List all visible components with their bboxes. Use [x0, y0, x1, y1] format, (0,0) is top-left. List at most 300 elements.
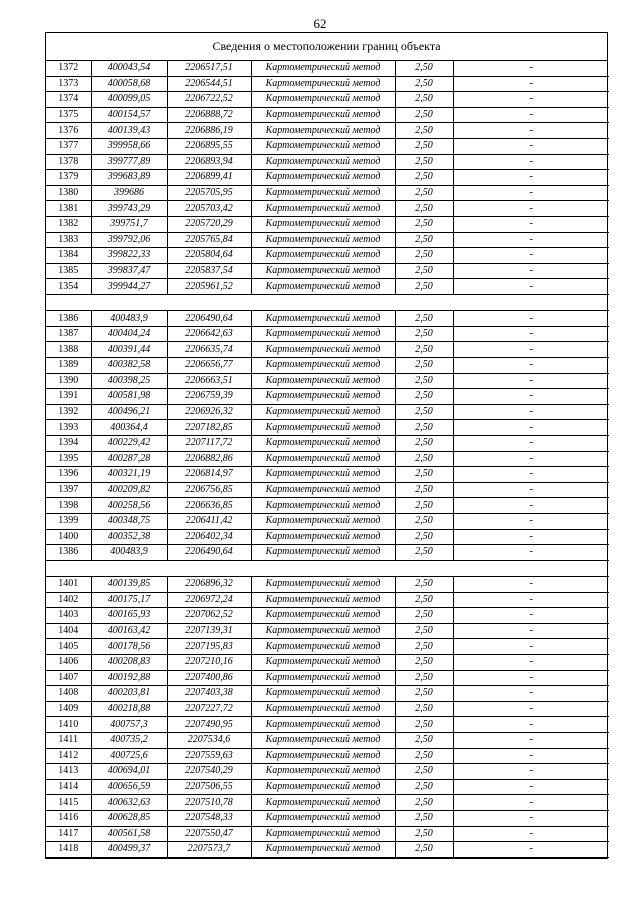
- accuracy-cell: 2,50: [395, 748, 453, 764]
- point-number-cell: 1403: [46, 608, 91, 624]
- y-coordinate-cell: 2207540,29: [167, 764, 251, 780]
- accuracy-cell: 2,50: [395, 498, 453, 514]
- y-coordinate-cell: 2206402,34: [167, 529, 251, 545]
- method-cell: Картометрический метод: [251, 592, 395, 608]
- table-row: [46, 842, 609, 858]
- x-coordinate-cell: 400165,93: [91, 608, 167, 624]
- description-cell: -: [453, 389, 609, 405]
- accuracy-cell: 2,50: [395, 389, 453, 405]
- accuracy-cell: 2,50: [395, 138, 453, 154]
- point-number-cell: 1397: [46, 482, 91, 498]
- y-coordinate-cell: 2207400,86: [167, 670, 251, 686]
- x-coordinate-cell: 400192,88: [91, 670, 167, 686]
- description-cell: -: [453, 170, 609, 186]
- description-cell: -: [453, 311, 609, 327]
- description-cell: -: [453, 435, 609, 451]
- y-coordinate-cell: 2207534,6: [167, 732, 251, 748]
- section-separator: [46, 294, 609, 310]
- table-row: [46, 577, 609, 593]
- accuracy-cell: 2,50: [395, 232, 453, 248]
- x-coordinate-cell: 400581,98: [91, 389, 167, 405]
- description-cell: -: [453, 248, 609, 264]
- x-coordinate-cell: 400628,85: [91, 810, 167, 826]
- method-cell: Картометрический метод: [251, 342, 395, 358]
- y-coordinate-cell: 2205705,95: [167, 185, 251, 201]
- accuracy-cell: 2,50: [395, 263, 453, 279]
- point-number-cell: 1409: [46, 701, 91, 717]
- method-cell: Картометрический метод: [251, 311, 395, 327]
- boundary-table-sheet: [45, 32, 608, 859]
- description-cell: -: [453, 654, 609, 670]
- table-title: Сведения о местоположении границ объекта: [46, 33, 607, 61]
- method-cell: Картометрический метод: [251, 451, 395, 467]
- table-row: [46, 717, 609, 733]
- point-number-cell: 1395: [46, 451, 91, 467]
- y-coordinate-cell: 2207506,55: [167, 779, 251, 795]
- x-coordinate-cell: 400632,63: [91, 795, 167, 811]
- accuracy-cell: 2,50: [395, 654, 453, 670]
- table-row: [46, 810, 609, 826]
- method-cell: Картометрический метод: [251, 263, 395, 279]
- accuracy-cell: 2,50: [395, 342, 453, 358]
- point-number-cell: 1386: [46, 311, 91, 327]
- y-coordinate-cell: 2207573,7: [167, 842, 251, 858]
- description-cell: -: [453, 748, 609, 764]
- x-coordinate-cell: 399837,47: [91, 263, 167, 279]
- description-cell: -: [453, 232, 609, 248]
- point-number-cell: 1382: [46, 216, 91, 232]
- x-coordinate-cell: 400258,56: [91, 498, 167, 514]
- description-cell: -: [453, 529, 609, 545]
- y-coordinate-cell: 2206814,97: [167, 467, 251, 483]
- table-row: [46, 764, 609, 780]
- x-coordinate-cell: 400656,59: [91, 779, 167, 795]
- method-cell: Картометрический метод: [251, 577, 395, 593]
- table-row: [46, 748, 609, 764]
- x-coordinate-cell: 399683,89: [91, 170, 167, 186]
- method-cell: Картометрический метод: [251, 138, 395, 154]
- point-number-cell: 1406: [46, 654, 91, 670]
- accuracy-cell: 2,50: [395, 686, 453, 702]
- y-coordinate-cell: 2207227,72: [167, 701, 251, 717]
- accuracy-cell: 2,50: [395, 76, 453, 92]
- point-number-cell: 1386: [46, 545, 91, 561]
- accuracy-cell: 2,50: [395, 608, 453, 624]
- table-row: [46, 467, 609, 483]
- table-row: [46, 185, 609, 201]
- description-cell: -: [453, 123, 609, 139]
- method-cell: Картометрический метод: [251, 467, 395, 483]
- y-coordinate-cell: 2206895,55: [167, 138, 251, 154]
- table-row: [46, 92, 609, 108]
- point-number-cell: 1393: [46, 420, 91, 436]
- table-row: [46, 795, 609, 811]
- accuracy-cell: 2,50: [395, 435, 453, 451]
- method-cell: Картометрический метод: [251, 545, 395, 561]
- y-coordinate-cell: 2205804,64: [167, 248, 251, 264]
- description-cell: -: [453, 92, 609, 108]
- y-coordinate-cell: 2207195,83: [167, 639, 251, 655]
- accuracy-cell: 2,50: [395, 779, 453, 795]
- description-cell: -: [453, 686, 609, 702]
- x-coordinate-cell: 400561,58: [91, 826, 167, 842]
- method-cell: Картометрический метод: [251, 357, 395, 373]
- x-coordinate-cell: 399944,27: [91, 279, 167, 295]
- page-number: 62: [313, 16, 327, 31]
- description-cell: -: [453, 279, 609, 295]
- section-separator: [46, 560, 609, 576]
- point-number-cell: 1381: [46, 201, 91, 217]
- method-cell: Картометрический метод: [251, 670, 395, 686]
- description-cell: -: [453, 357, 609, 373]
- description-cell: -: [453, 577, 609, 593]
- y-coordinate-cell: 2205703,42: [167, 201, 251, 217]
- method-cell: Картометрический метод: [251, 107, 395, 123]
- separator-cell: [46, 560, 609, 576]
- method-cell: Картометрический метод: [251, 248, 395, 264]
- description-cell: -: [453, 592, 609, 608]
- x-coordinate-cell: 400352,38: [91, 529, 167, 545]
- method-cell: Картометрический метод: [251, 389, 395, 405]
- accuracy-cell: 2,50: [395, 545, 453, 561]
- table-row: [46, 138, 609, 154]
- method-cell: Картометрический метод: [251, 810, 395, 826]
- point-number-cell: 1387: [46, 326, 91, 342]
- separator-cell: [46, 294, 609, 310]
- description-cell: -: [453, 216, 609, 232]
- point-number-cell: 1416: [46, 810, 91, 826]
- x-coordinate-cell: 399822,33: [91, 248, 167, 264]
- table-row: [46, 686, 609, 702]
- method-cell: Картометрический метод: [251, 232, 395, 248]
- y-coordinate-cell: 2206882,86: [167, 451, 251, 467]
- x-coordinate-cell: 400058,68: [91, 76, 167, 92]
- description-cell: -: [453, 61, 609, 76]
- accuracy-cell: 2,50: [395, 701, 453, 717]
- description-cell: -: [453, 201, 609, 217]
- y-coordinate-cell: 2206896,32: [167, 577, 251, 593]
- table-row: [46, 263, 609, 279]
- x-coordinate-cell: 400229,42: [91, 435, 167, 451]
- accuracy-cell: 2,50: [395, 107, 453, 123]
- y-coordinate-cell: 2207490,95: [167, 717, 251, 733]
- table-row: [46, 170, 609, 186]
- x-coordinate-cell: 400203,81: [91, 686, 167, 702]
- table-row: [46, 529, 609, 545]
- point-number-cell: 1400: [46, 529, 91, 545]
- table-row: [46, 201, 609, 217]
- point-number-cell: 1394: [46, 435, 91, 451]
- description-cell: -: [453, 342, 609, 358]
- accuracy-cell: 2,50: [395, 826, 453, 842]
- description-cell: -: [453, 826, 609, 842]
- table-row: [46, 357, 609, 373]
- table-row: [46, 779, 609, 795]
- method-cell: Картометрический метод: [251, 764, 395, 780]
- method-cell: Картометрический метод: [251, 717, 395, 733]
- accuracy-cell: 2,50: [395, 639, 453, 655]
- table-row: [46, 279, 609, 295]
- description-cell: -: [453, 717, 609, 733]
- table-row: [46, 232, 609, 248]
- x-coordinate-cell: 399777,89: [91, 154, 167, 170]
- y-coordinate-cell: 2206411,42: [167, 513, 251, 529]
- accuracy-cell: 2,50: [395, 795, 453, 811]
- x-coordinate-cell: 400163,42: [91, 623, 167, 639]
- y-coordinate-cell: 2207510,78: [167, 795, 251, 811]
- accuracy-cell: 2,50: [395, 451, 453, 467]
- x-coordinate-cell: 400043,54: [91, 61, 167, 76]
- accuracy-cell: 2,50: [395, 810, 453, 826]
- description-cell: -: [453, 404, 609, 420]
- point-number-cell: 1399: [46, 513, 91, 529]
- accuracy-cell: 2,50: [395, 670, 453, 686]
- x-coordinate-cell: 400757,3: [91, 717, 167, 733]
- x-coordinate-cell: 400218,88: [91, 701, 167, 717]
- y-coordinate-cell: 2206759,39: [167, 389, 251, 405]
- accuracy-cell: 2,50: [395, 326, 453, 342]
- x-coordinate-cell: 400496,21: [91, 404, 167, 420]
- point-number-cell: 1407: [46, 670, 91, 686]
- method-cell: Картометрический метод: [251, 826, 395, 842]
- description-cell: -: [453, 670, 609, 686]
- method-cell: Картометрический метод: [251, 154, 395, 170]
- table-row: [46, 513, 609, 529]
- point-number-cell: 1374: [46, 92, 91, 108]
- x-coordinate-cell: 399743,29: [91, 201, 167, 217]
- coordinates-table: [46, 61, 609, 858]
- accuracy-cell: 2,50: [395, 623, 453, 639]
- y-coordinate-cell: 2207182,85: [167, 420, 251, 436]
- accuracy-cell: 2,50: [395, 467, 453, 483]
- table-row: [46, 123, 609, 139]
- x-coordinate-cell: 399751,7: [91, 216, 167, 232]
- accuracy-cell: 2,50: [395, 513, 453, 529]
- accuracy-cell: 2,50: [395, 185, 453, 201]
- accuracy-cell: 2,50: [395, 170, 453, 186]
- table-row: [46, 216, 609, 232]
- point-number-cell: 1390: [46, 373, 91, 389]
- point-number-cell: 1396: [46, 467, 91, 483]
- y-coordinate-cell: 2206972,24: [167, 592, 251, 608]
- x-coordinate-cell: 400725,6: [91, 748, 167, 764]
- accuracy-cell: 2,50: [395, 92, 453, 108]
- description-cell: -: [453, 513, 609, 529]
- point-number-cell: 1392: [46, 404, 91, 420]
- table-row: [46, 76, 609, 92]
- table-row: [46, 154, 609, 170]
- accuracy-cell: 2,50: [395, 577, 453, 593]
- table-row: [46, 701, 609, 717]
- point-number-cell: 1384: [46, 248, 91, 264]
- x-coordinate-cell: 400483,9: [91, 311, 167, 327]
- point-number-cell: 1412: [46, 748, 91, 764]
- method-cell: Картометрический метод: [251, 529, 395, 545]
- point-number-cell: 1385: [46, 263, 91, 279]
- description-cell: -: [453, 842, 609, 858]
- accuracy-cell: 2,50: [395, 482, 453, 498]
- point-number-cell: 1378: [46, 154, 91, 170]
- method-cell: Картометрический метод: [251, 654, 395, 670]
- accuracy-cell: 2,50: [395, 357, 453, 373]
- point-number-cell: 1372: [46, 61, 91, 76]
- table-row: [46, 404, 609, 420]
- description-cell: -: [453, 482, 609, 498]
- description-cell: -: [453, 467, 609, 483]
- point-number-cell: 1354: [46, 279, 91, 295]
- y-coordinate-cell: 2205837,54: [167, 263, 251, 279]
- point-number-cell: 1391: [46, 389, 91, 405]
- description-cell: -: [453, 779, 609, 795]
- table-row: [46, 498, 609, 514]
- x-coordinate-cell: 400099,05: [91, 92, 167, 108]
- y-coordinate-cell: 2205961,52: [167, 279, 251, 295]
- description-cell: -: [453, 732, 609, 748]
- x-coordinate-cell: 400208,83: [91, 654, 167, 670]
- table-row: [46, 623, 609, 639]
- description-cell: -: [453, 545, 609, 561]
- method-cell: Картометрический метод: [251, 498, 395, 514]
- point-number-cell: 1389: [46, 357, 91, 373]
- accuracy-cell: 2,50: [395, 201, 453, 217]
- accuracy-cell: 2,50: [395, 279, 453, 295]
- y-coordinate-cell: 2206888,72: [167, 107, 251, 123]
- y-coordinate-cell: 2206490,64: [167, 545, 251, 561]
- y-coordinate-cell: 2206756,85: [167, 482, 251, 498]
- x-coordinate-cell: 400209,82: [91, 482, 167, 498]
- accuracy-cell: 2,50: [395, 764, 453, 780]
- x-coordinate-cell: 400735,2: [91, 732, 167, 748]
- table-row: [46, 326, 609, 342]
- description-cell: -: [453, 373, 609, 389]
- point-number-cell: 1405: [46, 639, 91, 655]
- y-coordinate-cell: 2206544,51: [167, 76, 251, 92]
- method-cell: Картометрический метод: [251, 279, 395, 295]
- point-number-cell: 1377: [46, 138, 91, 154]
- point-number-cell: 1410: [46, 717, 91, 733]
- table-row: [46, 592, 609, 608]
- y-coordinate-cell: 2206656,77: [167, 357, 251, 373]
- accuracy-cell: 2,50: [395, 373, 453, 389]
- method-cell: Картометрический метод: [251, 608, 395, 624]
- accuracy-cell: 2,50: [395, 248, 453, 264]
- x-coordinate-cell: 400404,24: [91, 326, 167, 342]
- accuracy-cell: 2,50: [395, 123, 453, 139]
- description-cell: -: [453, 326, 609, 342]
- method-cell: Картометрический метод: [251, 779, 395, 795]
- method-cell: Картометрический метод: [251, 216, 395, 232]
- method-cell: Картометрический метод: [251, 404, 395, 420]
- accuracy-cell: 2,50: [395, 311, 453, 327]
- x-coordinate-cell: 400499,37: [91, 842, 167, 858]
- point-number-cell: 1388: [46, 342, 91, 358]
- description-cell: -: [453, 154, 609, 170]
- description-cell: -: [453, 185, 609, 201]
- y-coordinate-cell: 2207548,33: [167, 810, 251, 826]
- x-coordinate-cell: 400382,58: [91, 357, 167, 373]
- description-cell: -: [453, 138, 609, 154]
- y-coordinate-cell: 2207550,47: [167, 826, 251, 842]
- y-coordinate-cell: 2207403,38: [167, 686, 251, 702]
- table-row: [46, 342, 609, 358]
- y-coordinate-cell: 2207210,16: [167, 654, 251, 670]
- description-cell: -: [453, 451, 609, 467]
- accuracy-cell: 2,50: [395, 404, 453, 420]
- y-coordinate-cell: 2206722,52: [167, 92, 251, 108]
- y-coordinate-cell: 2207139,31: [167, 623, 251, 639]
- x-coordinate-cell: 400175,17: [91, 592, 167, 608]
- method-cell: Картометрический метод: [251, 513, 395, 529]
- accuracy-cell: 2,50: [395, 842, 453, 858]
- x-coordinate-cell: 400483,9: [91, 545, 167, 561]
- method-cell: Картометрический метод: [251, 748, 395, 764]
- x-coordinate-cell: 400287,28: [91, 451, 167, 467]
- accuracy-cell: 2,50: [395, 732, 453, 748]
- description-cell: -: [453, 623, 609, 639]
- table-row: [46, 639, 609, 655]
- x-coordinate-cell: 400364,4: [91, 420, 167, 436]
- point-number-cell: 1408: [46, 686, 91, 702]
- table-row: [46, 435, 609, 451]
- accuracy-cell: 2,50: [395, 529, 453, 545]
- description-cell: -: [453, 498, 609, 514]
- method-cell: Картометрический метод: [251, 795, 395, 811]
- table-row: [46, 389, 609, 405]
- x-coordinate-cell: 400391,44: [91, 342, 167, 358]
- table-row: [46, 482, 609, 498]
- method-cell: Картометрический метод: [251, 123, 395, 139]
- method-cell: Картометрический метод: [251, 482, 395, 498]
- accuracy-cell: 2,50: [395, 717, 453, 733]
- accuracy-cell: 2,50: [395, 420, 453, 436]
- method-cell: Картометрический метод: [251, 623, 395, 639]
- x-coordinate-cell: 400139,43: [91, 123, 167, 139]
- table-row: [46, 732, 609, 748]
- y-coordinate-cell: 2205765,84: [167, 232, 251, 248]
- point-number-cell: 1375: [46, 107, 91, 123]
- x-coordinate-cell: 400154,57: [91, 107, 167, 123]
- method-cell: Картометрический метод: [251, 842, 395, 858]
- method-cell: Картометрический метод: [251, 686, 395, 702]
- point-number-cell: 1414: [46, 779, 91, 795]
- accuracy-cell: 2,50: [395, 216, 453, 232]
- y-coordinate-cell: 2207062,52: [167, 608, 251, 624]
- description-cell: -: [453, 701, 609, 717]
- point-number-cell: 1411: [46, 732, 91, 748]
- point-number-cell: 1413: [46, 764, 91, 780]
- x-coordinate-cell: 400139,85: [91, 577, 167, 593]
- description-cell: -: [453, 263, 609, 279]
- description-cell: -: [453, 608, 609, 624]
- point-number-cell: 1418: [46, 842, 91, 858]
- table-row: [46, 670, 609, 686]
- description-cell: -: [453, 764, 609, 780]
- method-cell: Картометрический метод: [251, 701, 395, 717]
- table-row: [46, 451, 609, 467]
- x-coordinate-cell: 400398,25: [91, 373, 167, 389]
- y-coordinate-cell: 2206636,85: [167, 498, 251, 514]
- method-cell: Картометрический метод: [251, 92, 395, 108]
- table-row: [46, 248, 609, 264]
- y-coordinate-cell: 2205720,29: [167, 216, 251, 232]
- table-row: [46, 545, 609, 561]
- point-number-cell: 1401: [46, 577, 91, 593]
- method-cell: Картометрический метод: [251, 185, 395, 201]
- point-number-cell: 1383: [46, 232, 91, 248]
- x-coordinate-cell: 400694,01: [91, 764, 167, 780]
- table-row: [46, 107, 609, 123]
- y-coordinate-cell: 2206517,51: [167, 61, 251, 76]
